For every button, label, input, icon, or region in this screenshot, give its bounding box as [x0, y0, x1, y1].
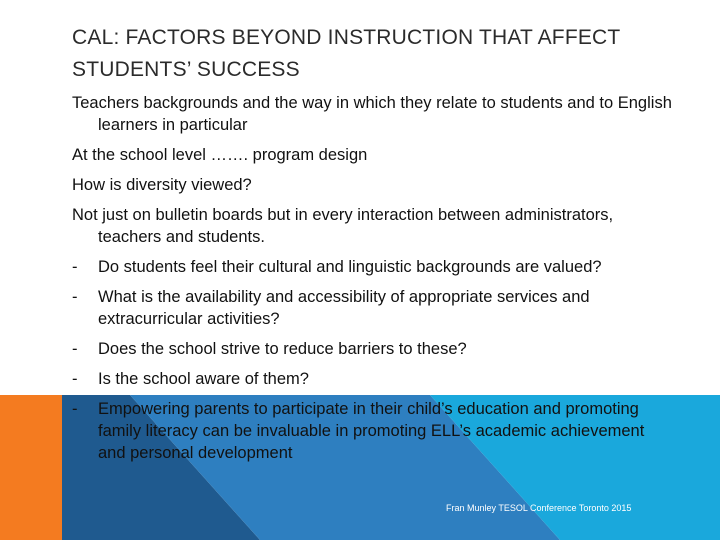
bullet-item	[72, 256, 672, 278]
body-paragraph: Teachers backgrounds and the way in which they relate to students and to English learners in particular	[72, 94, 672, 134]
slide-title	[72, 22, 672, 86]
bullet-dash: -	[72, 400, 78, 418]
bullet-text: Empowering parents to participate in their child’s education and promoting family literacy can be invaluable in promoting ELL’s academic achievement and personal development	[98, 400, 645, 462]
bullet-item	[72, 338, 672, 360]
bullet-text: Do students feel their cultural and linguistic backgrounds are valued?	[98, 258, 602, 276]
bullet-text: Is the school aware of them?	[98, 370, 309, 388]
slide-footer: Fran Munley TESOL Conference Toronto 2015	[446, 503, 632, 513]
bullet-item	[72, 368, 672, 390]
bullet-dash: -	[72, 288, 78, 306]
bullet-dash: -	[72, 370, 78, 388]
orange-corner-shape	[0, 395, 62, 540]
body-paragraph: Not just on bulletin boards but in every interaction between administrators, teachers and students.	[72, 206, 614, 246]
bullet-dash: -	[72, 258, 78, 276]
body-paragraph: At the school level ……. program design	[72, 146, 368, 164]
slide-title-line-1: CAL: FACTORS BEYOND INSTRUCTION THAT AFFECT	[72, 26, 621, 49]
bullet-item	[72, 286, 672, 330]
bullet-text: Does the school strive to reduce barriers to these?	[98, 340, 467, 358]
bullet-item	[72, 398, 672, 464]
body-paragraph: How is diversity viewed?	[72, 176, 252, 194]
slide-title-line-2: STUDENTS’ SUCCESS	[72, 58, 300, 81]
bullet-dash: -	[72, 340, 78, 358]
bullet-text: What is the availability and accessibility of appropriate services and extracurricular activities?	[98, 288, 590, 328]
slide-body	[72, 92, 672, 472]
